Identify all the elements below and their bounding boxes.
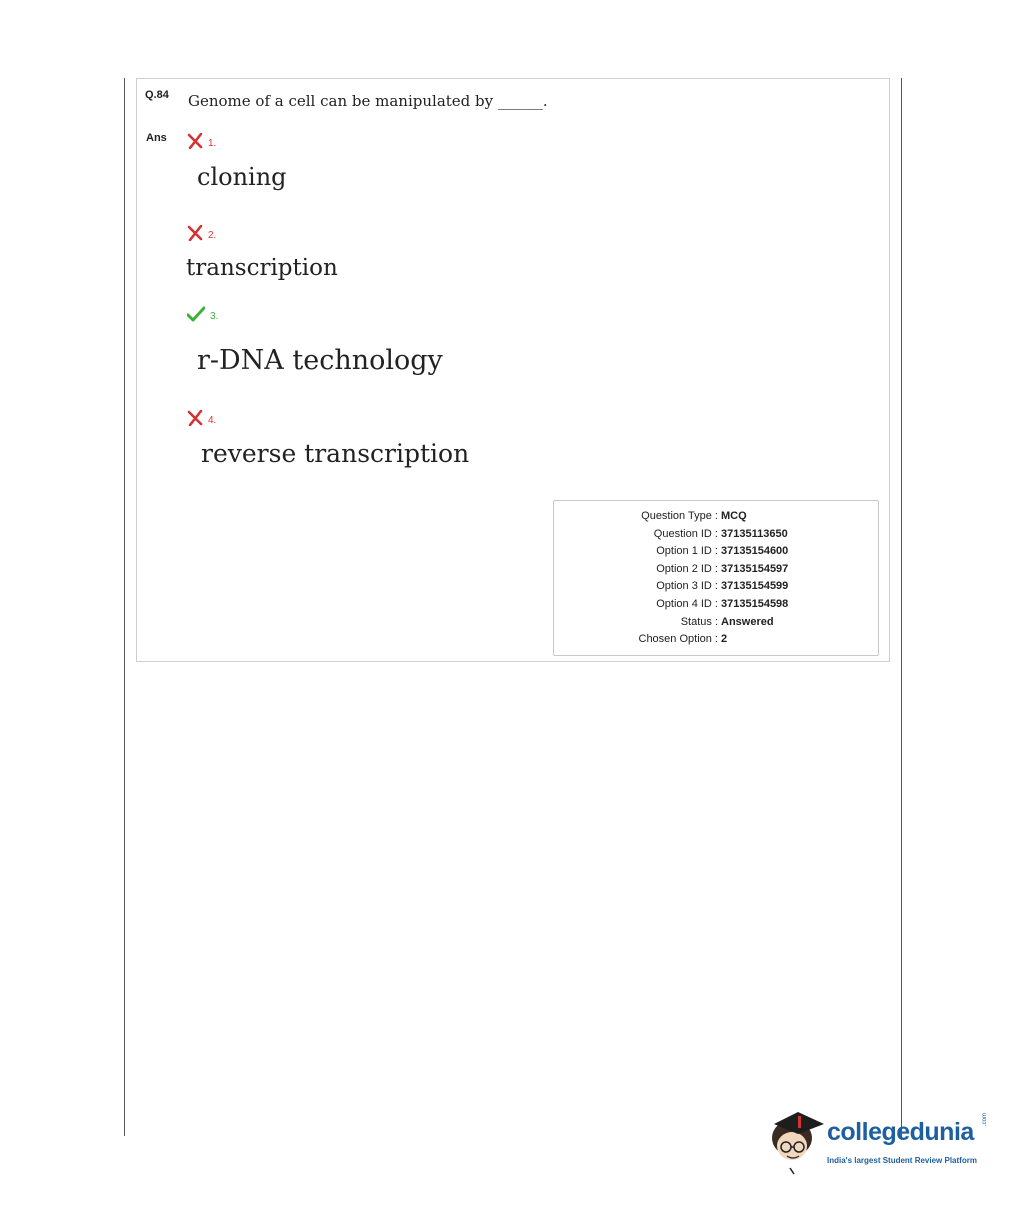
option-4-mark (187, 410, 216, 426)
option-2-number: 2. (208, 230, 217, 241)
option-1-number: 1. (208, 138, 217, 149)
info-row (554, 598, 789, 610)
info-row (554, 580, 789, 592)
check-icon (187, 306, 205, 322)
info-value: 37135154598 (721, 598, 789, 610)
answer-label: Ans (146, 132, 167, 144)
info-label: Chosen Option : (638, 633, 718, 645)
info-value: 37135154599 (721, 580, 789, 592)
info-value: 37135113650 (721, 528, 788, 540)
question-info-box (553, 500, 879, 656)
info-value: 37135154597 (721, 563, 789, 575)
cross-icon (187, 410, 203, 426)
info-row (554, 545, 789, 557)
page-rule-left (124, 78, 125, 1136)
info-label: Question ID : (653, 528, 718, 540)
logo-suffix: .com (982, 1112, 988, 1126)
question-text: Genome of a cell can be manipulated by ______. (188, 92, 548, 110)
info-row (554, 633, 728, 645)
option-3-number: 3. (210, 311, 219, 322)
info-value: Answered (721, 616, 774, 628)
question-number: Q.84 (145, 89, 169, 101)
info-row (554, 528, 788, 540)
cross-icon (187, 225, 203, 241)
option-2-text: transcription (186, 255, 338, 281)
info-value: 37135154600 (721, 545, 789, 557)
option-4-text: reverse transcription (201, 439, 470, 468)
info-label: Option 2 ID : (656, 563, 718, 575)
logo-tagline: India's largest Student Review Platform (827, 1156, 977, 1165)
option-1-text: cloning (197, 163, 287, 191)
cross-icon (187, 133, 203, 149)
page-rule-right (901, 78, 902, 1140)
info-value: 2 (721, 633, 728, 645)
info-row (554, 563, 789, 575)
mascot-icon (768, 1104, 828, 1176)
info-label: Option 3 ID : (656, 580, 718, 592)
info-value: MCQ (721, 510, 747, 522)
info-label: Option 1 ID : (656, 545, 718, 557)
option-3-text: r-DNA technology (197, 345, 443, 376)
option-2-mark (187, 225, 216, 241)
question-panel (136, 78, 890, 662)
option-4-number: 4. (208, 415, 217, 426)
option-3-mark (187, 306, 218, 322)
collegedunia-logo (768, 1104, 998, 1176)
info-row (554, 510, 747, 522)
info-row (554, 616, 774, 628)
logo-wordmark: collegedunia (827, 1118, 974, 1146)
option-1-mark (187, 133, 216, 149)
info-label: Question Type : (641, 510, 718, 522)
info-label: Option 4 ID : (656, 598, 718, 610)
info-label: Status : (680, 616, 718, 628)
